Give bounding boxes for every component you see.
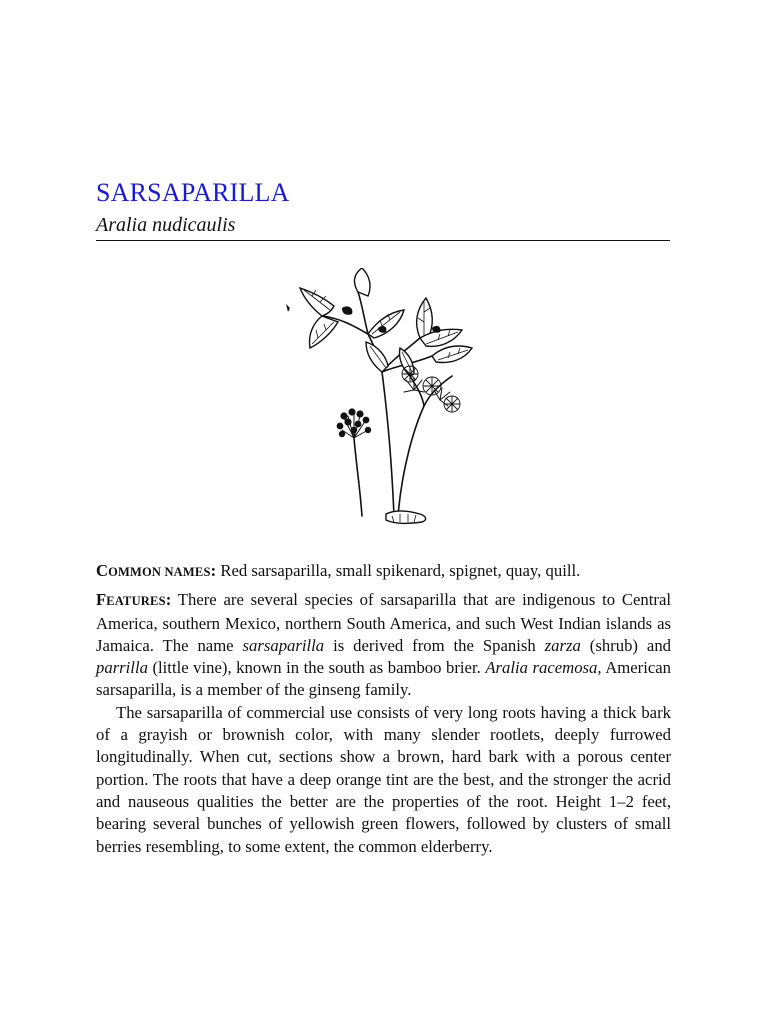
page-title: SARSAPARILLA [96, 178, 290, 207]
term-sarsaparilla: sarsaparilla [242, 635, 325, 655]
features-colon: : [165, 590, 172, 610]
common-names-paragraph [96, 560, 671, 583]
header-divider [96, 240, 670, 241]
term-aralia-racemosa: Aralia racemosa, [485, 658, 602, 678]
sarsaparilla-plant-icon [282, 268, 482, 536]
common-names-text: Red sarsaparilla, small spikenard, spignet, quay, quill. [216, 561, 581, 580]
common-names-label: OMMON NAMES [108, 565, 211, 579]
description-paragraph: The sarsaparilla of commercial use consists of very long roots having a thick bark of a grayish or brownish color, with many slender rootlets, deeply furrowed longitudinally. When cut, sections show a brown, hard bark with a porous center portion. The roots that have a deep orange tint are the best, and the stronger the acrid and nauseous qualities the better are the properties of the root. Height 1–2 feet, bearing several bunches of yellowish green flowers, followed by clusters of small berries resembling, to some extent, the common elderberry. [96, 702, 671, 856]
body-text [96, 560, 671, 858]
features-label: EATURES [106, 594, 166, 609]
term-zarza: zarza [544, 635, 581, 655]
features-text-4: (little vine), known in the south as bamboo brier. [147, 658, 486, 678]
features-text-5: American sarsaparilla, is a member of the ginseng family. [96, 658, 671, 700]
term-parrilla: parrilla [96, 658, 148, 678]
features-text-1: There are several species of sarsaparilla that are indigenous to Central America, southern Mexico, northern South America, and such West Indian islands as Jamaica. The name [96, 590, 671, 655]
features-text-2: is derived from the Spanish [324, 635, 545, 655]
latin-name: Aralia nudicaulis [96, 214, 236, 236]
common-names-colon: : [210, 561, 217, 580]
features-label-initial: F [96, 590, 107, 610]
common-names-label-initial: C [96, 561, 109, 580]
plant-illustration [282, 268, 482, 536]
features-paragraph [96, 589, 671, 701]
features-text-3: (shrub) and [580, 635, 672, 655]
